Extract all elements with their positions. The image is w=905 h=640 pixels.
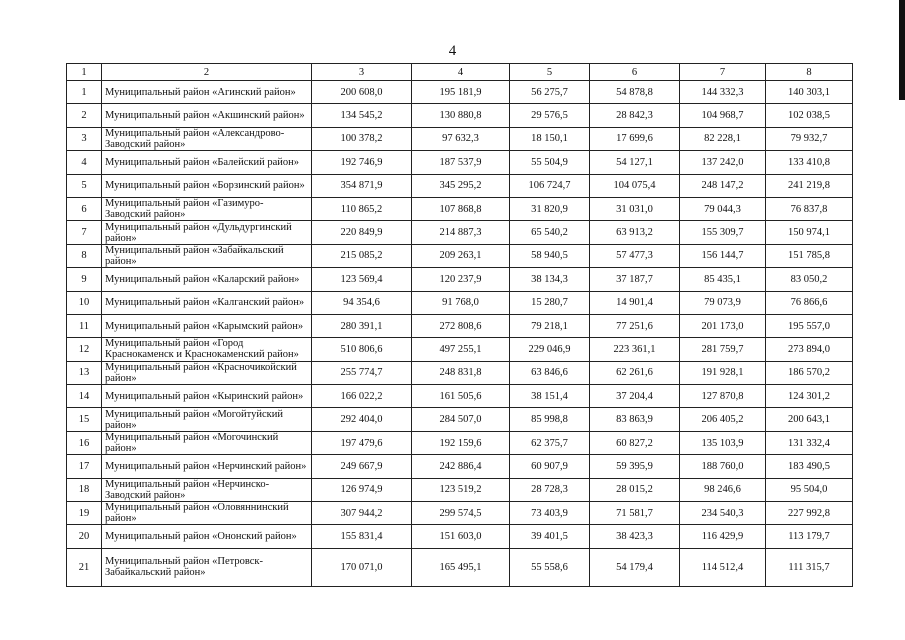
value-cell: 241 219,8 (766, 174, 853, 197)
value-cell: 28 728,3 (510, 478, 590, 501)
column-header: 3 (312, 64, 412, 81)
value-cell: 37 187,7 (590, 268, 680, 291)
column-header: 6 (590, 64, 680, 81)
value-cell: 104 075,4 (590, 174, 680, 197)
value-cell: 187 537,9 (412, 151, 510, 174)
column-header: 1 (67, 64, 102, 81)
value-cell: 15 280,7 (510, 291, 590, 314)
district-name: Муниципальный район «Красночикойский район» (102, 361, 312, 384)
value-cell: 95 504,0 (766, 478, 853, 501)
value-cell: 248 831,8 (412, 361, 510, 384)
value-cell: 83 050,2 (766, 268, 853, 291)
value-cell: 106 724,7 (510, 174, 590, 197)
table-row (67, 268, 853, 291)
row-number: 9 (67, 268, 102, 291)
value-cell: 197 479,6 (312, 431, 412, 454)
table-row (67, 408, 853, 431)
value-cell: 79 932,7 (766, 127, 853, 150)
table-row (67, 338, 853, 361)
table-row (67, 431, 853, 454)
value-cell: 183 490,5 (766, 455, 853, 478)
district-name: Муниципальный район «Забайкальский район» (102, 244, 312, 267)
value-cell: 57 477,3 (590, 244, 680, 267)
value-cell: 135 103,9 (680, 431, 766, 454)
value-cell: 31 031,0 (590, 197, 680, 220)
value-cell: 281 759,7 (680, 338, 766, 361)
row-number: 17 (67, 455, 102, 478)
column-header: 2 (102, 64, 312, 81)
value-cell: 151 785,8 (766, 244, 853, 267)
value-cell: 18 150,1 (510, 127, 590, 150)
value-cell: 227 992,8 (766, 502, 853, 525)
value-cell: 126 974,9 (312, 478, 412, 501)
value-cell: 345 295,2 (412, 174, 510, 197)
district-name: Муниципальный район «Город Краснокаменск и Краснокаменский район» (102, 338, 312, 361)
value-cell: 272 808,6 (412, 314, 510, 337)
value-cell: 91 768,0 (412, 291, 510, 314)
value-cell: 215 085,2 (312, 244, 412, 267)
column-header: 4 (412, 64, 510, 81)
table-row (67, 104, 853, 127)
value-cell: 155 831,4 (312, 525, 412, 548)
table-row (67, 221, 853, 244)
table-row (67, 361, 853, 384)
header-row (67, 64, 853, 81)
value-cell: 150 974,1 (766, 221, 853, 244)
value-cell: 38 423,3 (590, 525, 680, 548)
value-cell: 107 868,8 (412, 197, 510, 220)
row-number: 13 (67, 361, 102, 384)
value-cell: 188 760,0 (680, 455, 766, 478)
value-cell: 31 820,9 (510, 197, 590, 220)
column-header: 5 (510, 64, 590, 81)
value-cell: 284 507,0 (412, 408, 510, 431)
value-cell: 76 866,6 (766, 291, 853, 314)
row-number: 2 (67, 104, 102, 127)
value-cell: 73 403,9 (510, 502, 590, 525)
page-number: 4 (448, 43, 457, 59)
value-cell: 280 391,1 (312, 314, 412, 337)
table-row (67, 525, 853, 548)
value-cell: 144 332,3 (680, 81, 766, 104)
value-cell: 102 038,5 (766, 104, 853, 127)
value-cell: 14 901,4 (590, 291, 680, 314)
row-number: 14 (67, 385, 102, 408)
value-cell: 151 603,0 (412, 525, 510, 548)
value-cell: 161 505,6 (412, 385, 510, 408)
value-cell: 130 880,8 (412, 104, 510, 127)
district-name: Муниципальный район «Александрово-Заводский район» (102, 127, 312, 150)
table-row (67, 291, 853, 314)
value-cell: 124 301,2 (766, 385, 853, 408)
row-number: 20 (67, 525, 102, 548)
scan-edge-mark (899, 0, 905, 100)
value-cell: 54 878,8 (590, 81, 680, 104)
row-number: 6 (67, 197, 102, 220)
table-body (67, 81, 853, 587)
district-name: Муниципальный район «Нерчинский район» (102, 455, 312, 478)
table-row (67, 174, 853, 197)
value-cell: 223 361,1 (590, 338, 680, 361)
column-header: 8 (766, 64, 853, 81)
value-cell: 82 228,1 (680, 127, 766, 150)
value-cell: 191 928,1 (680, 361, 766, 384)
value-cell: 56 275,7 (510, 81, 590, 104)
value-cell: 200 608,0 (312, 81, 412, 104)
value-cell: 116 429,9 (680, 525, 766, 548)
value-cell: 201 173,0 (680, 314, 766, 337)
value-cell: 165 495,1 (412, 548, 510, 586)
value-cell: 58 940,5 (510, 244, 590, 267)
value-cell: 79 073,9 (680, 291, 766, 314)
value-cell: 195 557,0 (766, 314, 853, 337)
row-number: 21 (67, 548, 102, 586)
value-cell: 71 581,7 (590, 502, 680, 525)
value-cell: 63 846,6 (510, 361, 590, 384)
budget-table (66, 63, 853, 587)
value-cell: 77 251,6 (590, 314, 680, 337)
table-row (67, 197, 853, 220)
value-cell: 38 134,3 (510, 268, 590, 291)
value-cell: 76 837,8 (766, 197, 853, 220)
value-cell: 156 144,7 (680, 244, 766, 267)
district-name: Муниципальный район «Калганский район» (102, 291, 312, 314)
value-cell: 63 913,2 (590, 221, 680, 244)
value-cell: 123 569,4 (312, 268, 412, 291)
value-cell: 292 404,0 (312, 408, 412, 431)
row-number: 11 (67, 314, 102, 337)
value-cell: 85 998,8 (510, 408, 590, 431)
value-cell: 28 842,3 (590, 104, 680, 127)
value-cell: 307 944,2 (312, 502, 412, 525)
value-cell: 497 255,1 (412, 338, 510, 361)
value-cell: 55 558,6 (510, 548, 590, 586)
value-cell: 97 632,3 (412, 127, 510, 150)
table-row (67, 314, 853, 337)
value-cell: 214 887,3 (412, 221, 510, 244)
value-cell: 192 159,6 (412, 431, 510, 454)
value-cell: 249 667,9 (312, 455, 412, 478)
district-name: Муниципальный район «Борзинский район» (102, 174, 312, 197)
value-cell: 234 540,3 (680, 502, 766, 525)
value-cell: 137 242,0 (680, 151, 766, 174)
value-cell: 255 774,7 (312, 361, 412, 384)
district-name: Муниципальный район «Кыринский район» (102, 385, 312, 408)
district-name: Муниципальный район «Могойтуйский район» (102, 408, 312, 431)
value-cell: 155 309,7 (680, 221, 766, 244)
value-cell: 140 303,1 (766, 81, 853, 104)
district-name: Муниципальный район «Балейский район» (102, 151, 312, 174)
column-header: 7 (680, 64, 766, 81)
table-row (67, 455, 853, 478)
value-cell: 242 886,4 (412, 455, 510, 478)
value-cell: 54 127,1 (590, 151, 680, 174)
table-row (67, 385, 853, 408)
value-cell: 186 570,2 (766, 361, 853, 384)
value-cell: 60 827,2 (590, 431, 680, 454)
row-number: 15 (67, 408, 102, 431)
row-number: 19 (67, 502, 102, 525)
value-cell: 248 147,2 (680, 174, 766, 197)
value-cell: 29 576,5 (510, 104, 590, 127)
value-cell: 120 237,9 (412, 268, 510, 291)
value-cell: 192 746,9 (312, 151, 412, 174)
value-cell: 83 863,9 (590, 408, 680, 431)
value-cell: 127 870,8 (680, 385, 766, 408)
row-number: 8 (67, 244, 102, 267)
value-cell: 133 410,8 (766, 151, 853, 174)
table-row (67, 244, 853, 267)
row-number: 3 (67, 127, 102, 150)
value-cell: 114 512,4 (680, 548, 766, 586)
value-cell: 111 315,7 (766, 548, 853, 586)
value-cell: 220 849,9 (312, 221, 412, 244)
district-name: Муниципальный район «Агинский район» (102, 81, 312, 104)
table-row (67, 502, 853, 525)
table-row (67, 127, 853, 150)
district-name: Муниципальный район «Могочинский район» (102, 431, 312, 454)
value-cell: 79 044,3 (680, 197, 766, 220)
row-number: 18 (67, 478, 102, 501)
table-row (67, 548, 853, 586)
value-cell: 17 699,6 (590, 127, 680, 150)
value-cell: 206 405,2 (680, 408, 766, 431)
value-cell: 65 540,2 (510, 221, 590, 244)
value-cell: 37 204,4 (590, 385, 680, 408)
district-name: Муниципальный район «Петровск-Забайкальский район» (102, 548, 312, 586)
district-name: Муниципальный район «Нерчинско-Заводский район» (102, 478, 312, 501)
value-cell: 354 871,9 (312, 174, 412, 197)
row-number: 5 (67, 174, 102, 197)
value-cell: 79 218,1 (510, 314, 590, 337)
value-cell: 134 545,2 (312, 104, 412, 127)
value-cell: 273 894,0 (766, 338, 853, 361)
table-row (67, 478, 853, 501)
district-name: Муниципальный район «Каларский район» (102, 268, 312, 291)
district-name: Муниципальный район «Акшинский район» (102, 104, 312, 127)
value-cell: 85 435,1 (680, 268, 766, 291)
value-cell: 100 378,2 (312, 127, 412, 150)
value-cell: 229 046,9 (510, 338, 590, 361)
value-cell: 104 968,7 (680, 104, 766, 127)
value-cell: 62 375,7 (510, 431, 590, 454)
value-cell: 113 179,7 (766, 525, 853, 548)
value-cell: 195 181,9 (412, 81, 510, 104)
value-cell: 28 015,2 (590, 478, 680, 501)
value-cell: 110 865,2 (312, 197, 412, 220)
value-cell: 62 261,6 (590, 361, 680, 384)
value-cell: 299 574,5 (412, 502, 510, 525)
value-cell: 55 504,9 (510, 151, 590, 174)
value-cell: 166 022,2 (312, 385, 412, 408)
value-cell: 59 395,9 (590, 455, 680, 478)
value-cell: 94 354,6 (312, 291, 412, 314)
value-cell: 38 151,4 (510, 385, 590, 408)
district-name: Муниципальный район «Оловяннинский район» (102, 502, 312, 525)
value-cell: 98 246,6 (680, 478, 766, 501)
table-row (67, 81, 853, 104)
district-name: Муниципальный район «Ононский район» (102, 525, 312, 548)
value-cell: 39 401,5 (510, 525, 590, 548)
value-cell: 54 179,4 (590, 548, 680, 586)
table-row (67, 151, 853, 174)
district-name: Муниципальный район «Карымский район» (102, 314, 312, 337)
value-cell: 170 071,0 (312, 548, 412, 586)
district-name: Муниципальный район «Газимуро-Заводский район» (102, 197, 312, 220)
row-number: 12 (67, 338, 102, 361)
value-cell: 123 519,2 (412, 478, 510, 501)
row-number: 4 (67, 151, 102, 174)
row-number: 1 (67, 81, 102, 104)
value-cell: 209 263,1 (412, 244, 510, 267)
row-number: 7 (67, 221, 102, 244)
value-cell: 200 643,1 (766, 408, 853, 431)
value-cell: 510 806,6 (312, 338, 412, 361)
row-number: 10 (67, 291, 102, 314)
district-name: Муниципальный район «Дульдургинский район» (102, 221, 312, 244)
value-cell: 60 907,9 (510, 455, 590, 478)
value-cell: 131 332,4 (766, 431, 853, 454)
row-number: 16 (67, 431, 102, 454)
